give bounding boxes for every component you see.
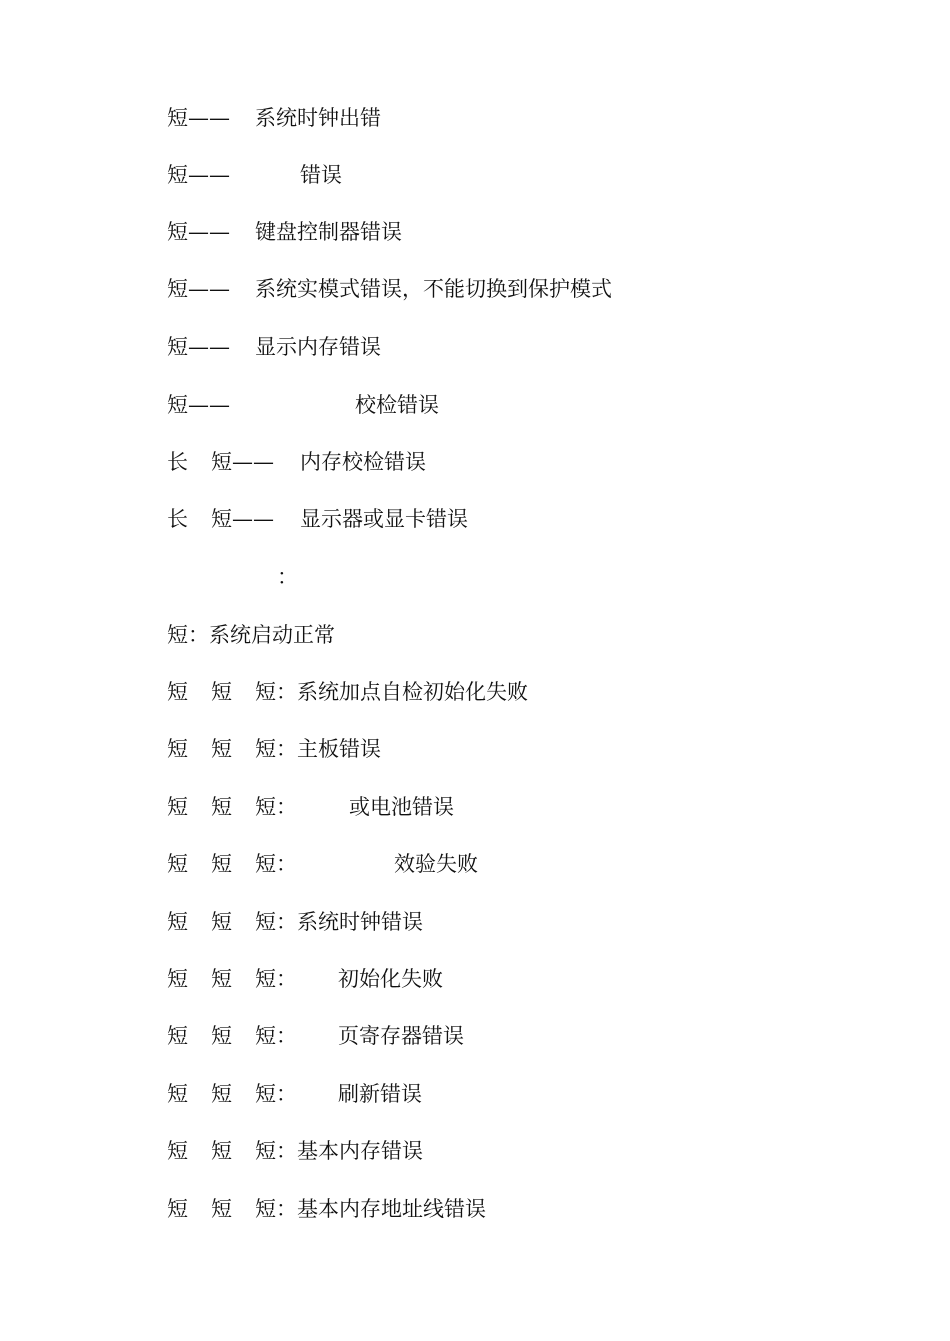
beep-1: 短 — [167, 1139, 188, 1163]
heading-colon: ： — [277, 565, 298, 589]
error-description: 刷新错误 — [338, 1082, 422, 1106]
beep-1: 短 — [167, 910, 188, 934]
error-description: 效验失败 — [394, 852, 478, 876]
beep-code: 短—— — [167, 277, 230, 301]
beep-2: 短 — [211, 737, 232, 761]
beep-code: 短—— — [167, 393, 230, 417]
beep-code: 短—— — [167, 220, 230, 244]
beep-entry: 短：基本内存错误 — [255, 1139, 423, 1163]
beep-1: 短 — [167, 1082, 188, 1106]
beep-entry: 短：基本内存地址线错误 — [255, 1197, 486, 1221]
error-description: 页寄存器错误 — [338, 1024, 464, 1048]
beep-code: 短—— — [211, 450, 274, 474]
beep-2: 短 — [211, 852, 232, 876]
beep-2: 短 — [211, 680, 232, 704]
error-description: 初始化失败 — [338, 967, 443, 991]
beep-3: 短： — [255, 1024, 297, 1048]
beep-code: 短—— — [167, 106, 230, 130]
beep-1: 短 — [167, 1024, 188, 1048]
beep-code: 短—— — [167, 163, 230, 187]
beep-code: 短—— — [167, 335, 230, 359]
error-description: 内存校检错误 — [300, 450, 426, 474]
beep-2: 短 — [211, 795, 232, 819]
beep-2: 短 — [211, 1024, 232, 1048]
beep-2: 短 — [211, 910, 232, 934]
error-description: 校检错误 — [355, 393, 439, 417]
beep-3: 短： — [255, 1082, 297, 1106]
beep-entry: 短：系统加点自检初始化失败 — [255, 680, 528, 704]
beep-entry: 短：系统时钟错误 — [255, 910, 423, 934]
error-description: 或电池错误 — [349, 795, 454, 819]
beep-entry: 短：系统启动正常 — [167, 623, 335, 647]
beep-1: 短 — [167, 967, 188, 991]
beep-long: 长 — [167, 450, 188, 474]
beep-1: 短 — [167, 795, 188, 819]
beep-2: 短 — [211, 1139, 232, 1163]
beep-2: 短 — [211, 1082, 232, 1106]
beep-3: 短： — [255, 852, 297, 876]
error-description: 系统实模式错误，不能切换到保护模式 — [255, 277, 612, 301]
error-description: 显示内存错误 — [255, 335, 381, 359]
beep-3: 短： — [255, 967, 297, 991]
beep-1: 短 — [167, 852, 188, 876]
beep-code: 短—— — [211, 507, 274, 531]
beep-1: 短 — [167, 680, 188, 704]
beep-long: 长 — [167, 507, 188, 531]
error-description: 键盘控制器错误 — [255, 220, 402, 244]
beep-3: 短： — [255, 795, 297, 819]
beep-2: 短 — [211, 1197, 232, 1221]
error-description: 错误 — [300, 163, 342, 187]
error-description: 显示器或显卡错误 — [300, 507, 468, 531]
error-description: 系统时钟出错 — [255, 106, 381, 130]
beep-2: 短 — [211, 967, 232, 991]
beep-1: 短 — [167, 1197, 188, 1221]
beep-1: 短 — [167, 737, 188, 761]
beep-entry: 短：主板错误 — [255, 737, 381, 761]
